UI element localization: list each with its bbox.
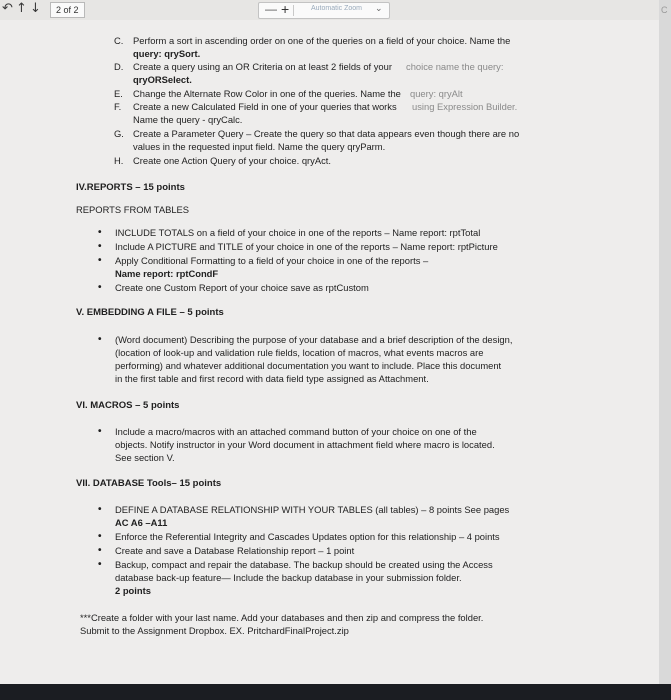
bullet: • bbox=[98, 282, 102, 293]
item-d-line2: qryORSelect. bbox=[133, 74, 192, 85]
list-marker-c: C. bbox=[114, 35, 124, 46]
footer-line1: ***Create a folder with your last name. Add your databases and then zip and compress the folder. bbox=[80, 612, 484, 623]
sidebar-strip-label: C bbox=[661, 5, 668, 15]
bullet: • bbox=[98, 545, 102, 556]
item-e-line1a: Change the Alternate Row Color in one of the queries. Name the bbox=[133, 88, 401, 99]
macros-line1: Include a macro/macros with an attached command button of your choice on one of the bbox=[115, 426, 477, 437]
tools-item1-line2: AC A6 –A11 bbox=[115, 517, 168, 528]
bullet: • bbox=[98, 531, 102, 542]
page-number-input[interactable] bbox=[50, 2, 85, 18]
item-d-line1a: Create a query using an OR Criteria on at least 2 fields of your bbox=[133, 61, 392, 72]
reports-item2: Include A PICTURE and TITLE of your choice in one of the reports – Name report: rptPicture bbox=[115, 241, 498, 252]
list-marker-f: F. bbox=[114, 101, 122, 112]
tools-item3: Create and save a Database Relationship report – 1 point bbox=[115, 545, 355, 556]
zoom-out-icon[interactable]: — bbox=[265, 2, 277, 16]
zoom-control[interactable] bbox=[258, 2, 390, 19]
bullet: • bbox=[98, 334, 102, 345]
tools-item4-line3: 2 points bbox=[115, 585, 151, 596]
embedding-line4: in the first table and first record with data field type assigned as Attachment. bbox=[115, 373, 429, 384]
list-marker-d: D. bbox=[114, 61, 124, 72]
item-d-line1b: choice name the query: bbox=[406, 61, 504, 72]
zoom-in-icon[interactable]: + bbox=[281, 1, 290, 17]
bottom-bar bbox=[0, 684, 671, 700]
footer-line2: Submit to the Assignment Dropbox. EX. PritchardFinalProject.zip bbox=[80, 625, 349, 636]
reports-item3-line1: Apply Conditional Formatting to a field of your choice in one of the reports – bbox=[115, 255, 429, 266]
document-page bbox=[0, 20, 659, 684]
item-g-line1: Create a Parameter Query – Create the query so that data appears even though there are no bbox=[133, 128, 520, 139]
reports-item3-line2: Name report: rptCondF bbox=[115, 268, 219, 279]
reports-subheading: REPORTS FROM TABLES bbox=[76, 204, 190, 215]
list-marker-e: E. bbox=[114, 88, 123, 99]
bullet: • bbox=[98, 241, 102, 252]
chevron-down-icon[interactable]: ⌄ bbox=[375, 3, 383, 13]
macros-line2: objects. Notify instructor in your Word document in attachment field where macro is located. bbox=[115, 439, 495, 450]
bullet: • bbox=[98, 255, 102, 266]
section-heading-reports: IV.REPORTS – 15 points bbox=[76, 182, 185, 193]
previous-page-icon[interactable]: ↑ bbox=[16, 1, 27, 16]
item-f-line2: Name the query - qryCalc. bbox=[133, 114, 243, 125]
right-sidebar-strip bbox=[659, 0, 671, 700]
item-c-line2: query: qrySort. bbox=[133, 48, 201, 59]
bullet: • bbox=[98, 426, 102, 437]
section-heading-embedding: V. EMBEDDING A FILE – 5 points bbox=[76, 307, 224, 318]
list-marker-g: G. bbox=[114, 128, 124, 139]
item-h-line1: Create one Action Query of your choice. qryAct. bbox=[133, 155, 332, 166]
page-total: of 2 bbox=[63, 5, 79, 15]
item-g-line2: values in the requested input field. Name the query qryParm. bbox=[133, 141, 386, 152]
embedding-line3: performing) and whatever additional documentation you want to include. Place this document bbox=[115, 360, 502, 371]
zoom-select[interactable]: Automatic Zoom bbox=[311, 5, 362, 12]
next-page-icon[interactable]: ↓ bbox=[30, 1, 41, 16]
tools-item2: Enforce the Referential Integrity and Cascades Updates option for this relationship – 4 points bbox=[115, 531, 500, 542]
section-heading-tools: VII. DATABASE Tools– 15 points bbox=[76, 478, 222, 489]
list-marker-h: H. bbox=[114, 155, 124, 166]
section-heading-macros: VI. MACROS – 5 points bbox=[76, 400, 180, 411]
bullet: • bbox=[98, 559, 102, 570]
back-arrow-icon[interactable]: ↶ bbox=[2, 1, 13, 16]
item-c-line1: Perform a sort in ascending order on one of the queries on a field of your choice. Name the bbox=[133, 35, 511, 46]
item-e-line1b: query: qryAlt bbox=[410, 88, 463, 99]
pdf-toolbar bbox=[0, 0, 671, 20]
bullet: • bbox=[98, 227, 102, 238]
embedding-line1: (Word document) Describing the purpose of your database and a brief description of the design, bbox=[115, 334, 513, 345]
tools-item4-line1: Backup, compact and repair the database. The backup should be created using the Access bbox=[115, 559, 493, 570]
reports-item1: INCLUDE TOTALS on a field of your choice in one of the reports – Name report: rptTotal bbox=[115, 227, 481, 238]
item-f-line1a: Create a new Calculated Field in one of your queries that works bbox=[133, 101, 397, 112]
item-f-line1b: using Expression Builder. bbox=[412, 101, 518, 112]
divider bbox=[293, 5, 294, 16]
bullet: • bbox=[98, 504, 102, 515]
reports-item4: Create one Custom Report of your choice save as rptCustom bbox=[115, 282, 369, 293]
tools-item1-line1: DEFINE A DATABASE RELATIONSHIP WITH YOUR TABLES (all tables) – 8 points See pages bbox=[115, 504, 510, 515]
embedding-line2: (location of look-up and validation rule fields, location of macros, what events macros are bbox=[115, 347, 484, 358]
page-current: 2 bbox=[56, 5, 62, 15]
macros-line3: See section V. bbox=[115, 452, 175, 463]
tools-item4-line2: database back-up feature— Include the backup database in your submission folder. bbox=[115, 572, 462, 583]
